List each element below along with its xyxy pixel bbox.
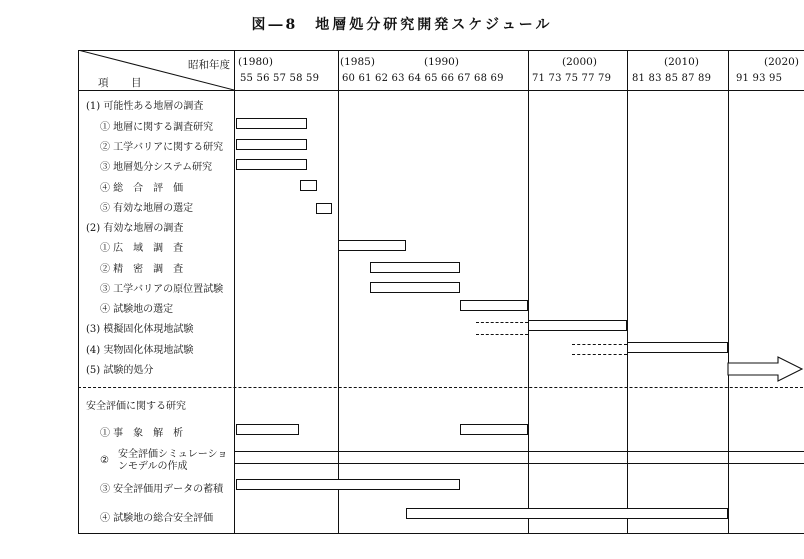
row-label-1: (1) 可能性ある地層の調査 [86,101,204,112]
bar-3-lead-dash-b [476,334,528,335]
bar-4-lead-dash-b [572,354,627,355]
years-60-69: 60 61 62 63 64 65 66 67 68 69 [342,73,504,84]
years-55-59: 55 56 57 58 59 [240,73,320,84]
bar-s2-bottom [234,463,804,464]
row-label-s2-line1: 安全評価シミュレーショ [118,449,228,460]
divider-2020 [728,50,729,534]
divider-1985 [338,50,339,534]
row-label-1-2: ② 工学バリアに関する研究 [100,142,224,153]
row-label-1-3: ③ 地層処分システム研究 [100,162,213,173]
bar-s1-b [460,424,528,435]
row-label-5: (5) 試験的処分 [86,365,154,376]
bar-s2-top [234,451,804,452]
years-81-89: 81 83 85 87 89 [632,73,712,84]
bar-s3 [236,479,460,490]
bar-1-5 [316,203,332,214]
row-label-s1: ① 事 象 解 析 [100,428,184,439]
row-label-safety: 安全評価に関する研究 [86,401,186,412]
decade-2020: (2020) [764,56,799,68]
bar-3-lead-dash-a [476,322,528,323]
bar-1-1 [236,118,307,129]
row-label-2-4: ④ 試験地の選定 [100,304,174,315]
years-91-95: 91 93 95 [736,73,783,84]
row-label-1-4: ④ 総 合 評 価 [100,183,184,194]
decade-1990: (1990) [424,56,459,68]
item-header: 項 目 [98,77,148,89]
label-column-divider [234,50,235,534]
row-label-2: (2) 有効な地層の調査 [86,223,184,234]
bar-2-2 [370,262,460,273]
bar-2-1 [338,240,406,251]
row-label-3: (3) 模擬固化体現地試験 [86,324,194,335]
bar-5-arrow [726,355,804,383]
decade-1985: (1985) [340,56,375,68]
row-label-s3: ③ 安全評価用データの蓄積 [100,484,224,495]
bar-1-3 [236,159,307,170]
decade-1980: (1980) [238,56,273,68]
row-label-s2-line2: ンモデルの作成 [118,461,188,472]
decade-2010: (2010) [664,56,699,68]
bar-1-2 [236,139,307,150]
row-label-s4: ④ 試験地の総合安全評価 [100,513,214,524]
bar-4 [627,342,728,353]
decade-2000: (2000) [562,56,597,68]
page-title: 図―8 地層処分研究開発スケジュール [251,17,553,33]
row-label-1-5: ⑤ 有効な地層の選定 [100,203,194,214]
row-label-1-1: ① 地層に関する調査研究 [100,122,214,133]
years-71-79: 71 73 75 77 79 [532,73,612,84]
divider-2000 [528,50,529,534]
header-separator [78,90,804,91]
bar-2-3 [370,282,460,293]
row-label-2-3: ③ 工学バリアの原位置試験 [100,284,224,295]
section-separator [78,387,804,388]
era-label: 昭和年度 [188,59,230,71]
bar-3 [528,320,627,331]
bar-s1-a [236,424,299,435]
bar-1-4 [300,180,317,191]
bar-s4 [406,508,728,519]
row-label-2-2: ② 精 密 調 査 [100,264,184,275]
divider-2010 [627,50,628,534]
row-label-2-1: ① 広 域 調 査 [100,243,184,254]
bar-2-4 [460,300,528,311]
bar-4-lead-dash-a [572,344,627,345]
row-label-4: (4) 実物固化体現地試験 [86,345,194,356]
